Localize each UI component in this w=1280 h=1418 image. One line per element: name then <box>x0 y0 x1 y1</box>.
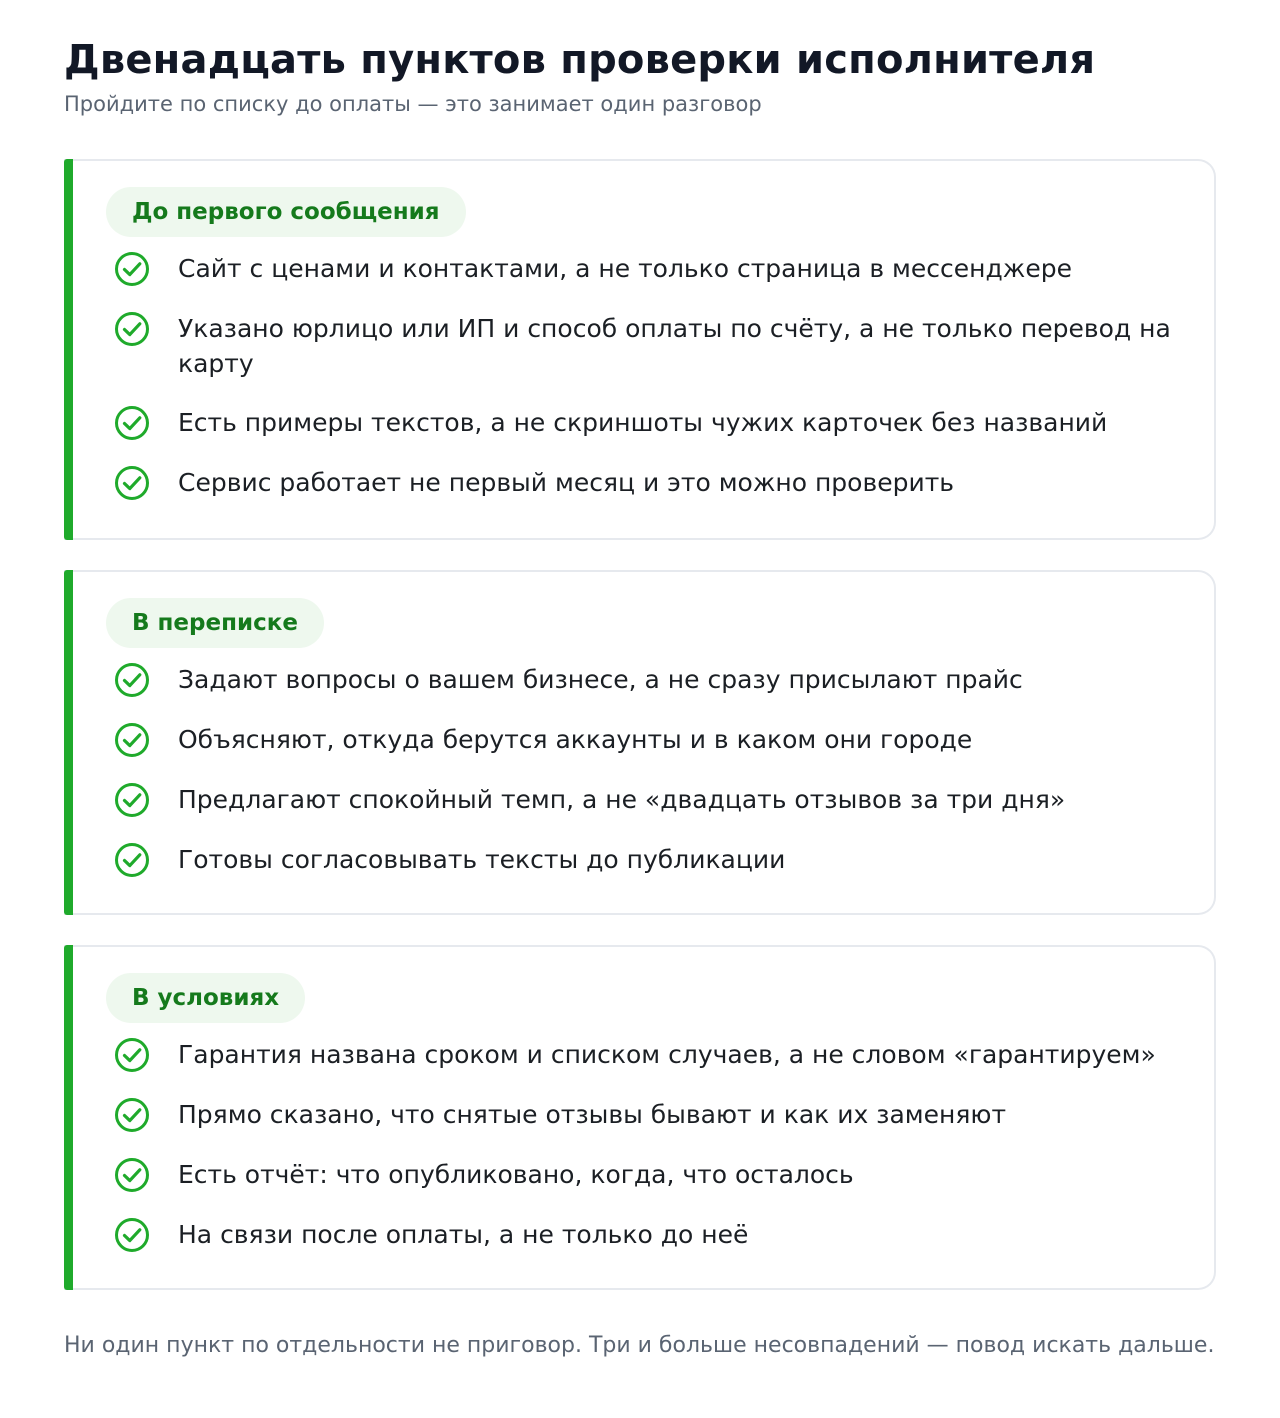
check-circle-icon <box>114 405 150 441</box>
checklist-item-text: Указано юрлицо или ИП и способ оплаты по счёту, а не только перевод на карту <box>178 314 1171 378</box>
section-heading: В условиях <box>106 973 305 1023</box>
section-in-terms <box>64 945 1216 1290</box>
page-subtitle: Пройдите по списку до оплаты — это занимает один разговор <box>64 92 762 116</box>
checklist-item <box>106 1217 1214 1253</box>
checklist-item <box>106 782 1214 818</box>
checklist-item-text: Прямо сказано, что снятые отзывы бывают и как их заменяют <box>178 1100 1007 1129</box>
checklist-item <box>106 251 1214 287</box>
checklist-item-text: Объясняют, откуда берутся аккаунты и в каком они городе <box>178 725 973 754</box>
checklist-item <box>106 842 1214 878</box>
check-circle-icon <box>114 1097 150 1133</box>
checklist-item-text: Есть отчёт: что опубликовано, когда, что осталось <box>178 1160 854 1189</box>
check-circle-icon <box>114 722 150 758</box>
section-in-conversation <box>64 570 1216 915</box>
footer-note: Ни один пункт по отдельности не приговор. Три и больше несовпадений — повод искать дальше. <box>64 1333 1215 1358</box>
check-circle-icon <box>114 1157 150 1193</box>
checklist-item <box>106 465 1214 501</box>
check-circle-icon <box>114 465 150 501</box>
checklist-item <box>106 405 1214 441</box>
check-circle-icon <box>114 782 150 818</box>
checklist-item-text: Есть примеры текстов, а не скриншоты чужих карточек без названий <box>178 408 1108 437</box>
checklist-page <box>64 34 1216 1249</box>
checklist-item-text: Гарантия названа сроком и списком случаев, а не словом «гарантируем» <box>178 1040 1156 1069</box>
checklist-item <box>106 722 1214 758</box>
check-circle-icon <box>114 311 150 347</box>
page-title: Двенадцать пунктов проверки исполнителя <box>64 37 1096 83</box>
check-circle-icon <box>114 251 150 287</box>
checklist <box>106 1037 1214 1253</box>
checklist <box>106 662 1214 878</box>
section-heading: В переписке <box>106 598 324 648</box>
checklist-item <box>106 1037 1214 1073</box>
check-circle-icon <box>114 842 150 878</box>
checklist-item <box>106 311 1214 381</box>
check-circle-icon <box>114 1217 150 1253</box>
checklist-item-text: Задают вопросы о вашем бизнесе, а не сразу присылают прайс <box>178 665 1023 694</box>
check-circle-icon <box>114 1037 150 1073</box>
checklist-item <box>106 662 1214 698</box>
checklist-item <box>106 1157 1214 1193</box>
checklist-item-text: Сервис работает не первый месяц и это можно проверить <box>178 468 955 497</box>
checklist-item-text: Готовы согласовывать тексты до публикации <box>178 845 786 874</box>
section-before-first-message <box>64 159 1216 540</box>
section-heading: До первого сообщения <box>106 187 466 237</box>
checklist-item-text: Предлагают спокойный темп, а не «двадцать отзывов за три дня» <box>178 785 1066 814</box>
checklist-item <box>106 1097 1214 1133</box>
checklist-item-text: Сайт с ценами и контактами, а не только страница в мессенджере <box>178 254 1072 283</box>
checklist <box>106 251 1214 501</box>
check-circle-icon <box>114 662 150 698</box>
checklist-item-text: На связи после оплаты, а не только до неё <box>178 1220 749 1249</box>
